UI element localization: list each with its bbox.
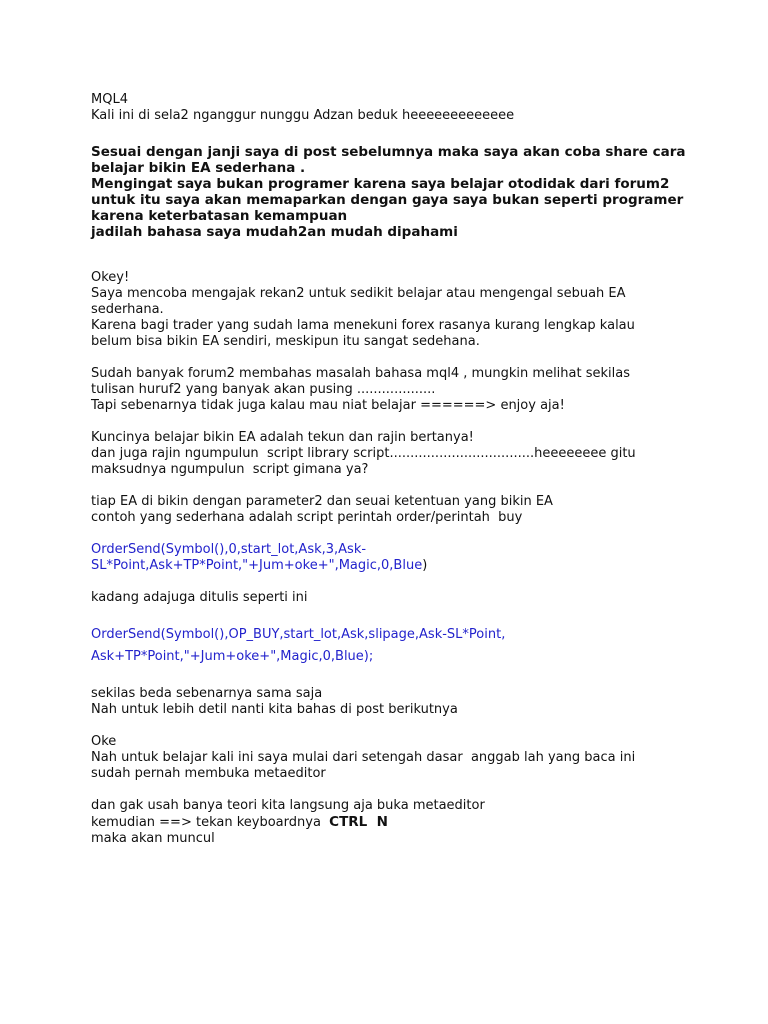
- paragraph-line: Okey!: [91, 270, 130, 285]
- code-line-2: [91, 558, 691, 574]
- paragraph-line: tulisan huruf2 yang banyak akan pusing ...................: [91, 382, 436, 397]
- paragraph-line: tiap EA di bikin dengan parameter2 dan seuai ketentuan yang bikin EA: [91, 494, 553, 509]
- paragraph-line: sederhana.: [91, 302, 164, 317]
- paragraph-sekilas: [91, 686, 691, 718]
- paragraph-line: sekilas beda sebenarnya sama saja: [91, 686, 323, 701]
- code-close-paren: ): [422, 558, 428, 573]
- keys-prefix: kemudian ==> tekan keyboardnya: [91, 815, 330, 830]
- intro-line: belajar bikin EA sederhana .: [91, 160, 306, 176]
- paragraph-line: Saya mencoba mengajak rekan2 untuk sedikit belajar atau mengengal sebuah EA: [91, 286, 626, 301]
- paragraph-line: Sudah banyak forum2 membahas masalah bahasa mql4 , mungkin melihat sekilas: [91, 366, 630, 381]
- paragraph-line: dan gak usah banya teori kita langsung aja buka metaeditor: [91, 798, 485, 813]
- paragraph-line: Tapi sebenarnya tidak juga kalau mau niat belajar ======> enjoy aja!: [91, 398, 565, 413]
- paragraph-line: maka akan muncul: [91, 831, 215, 846]
- intro-line: Mengingat saya bukan programer karena saya belajar otodidak dari forum2: [91, 176, 670, 192]
- keyboard-shortcut: CTRL N: [329, 814, 388, 830]
- paragraph-parameter: [91, 494, 691, 526]
- header-subtitle: Kali ini di sela2 nganggur nunggu Adzan beduk heeeeeeeeeeeee: [91, 108, 515, 123]
- intro-line: untuk itu saya akan memaparkan dengan gaya saya bukan seperti programer: [91, 192, 684, 208]
- code-line: OrderSend(Symbol(),OP_BUY,start_lot,Ask,slipage,Ask-SL*Point,: [91, 627, 506, 642]
- paragraph-line: Kuncinya belajar bikin EA adalah tekun dan rajin bertanya!: [91, 430, 474, 445]
- paragraph-line: contoh yang sederhana adalah script perintah order/perintah buy: [91, 510, 523, 525]
- paragraph-okey: [91, 270, 691, 350]
- paragraph-line: Oke: [91, 734, 117, 749]
- paragraph-line: Karena bagi trader yang sudah lama menekuni forex rasanya kurang lengkap kalau: [91, 318, 635, 333]
- intro-bold-block: [91, 144, 691, 240]
- document-page: [91, 92, 691, 847]
- code-line: OrderSend(Symbol(),0,start_lot,Ask,3,Ask-: [91, 542, 367, 557]
- header-title: MQL4: [91, 92, 128, 107]
- paragraph-line-keys: [91, 814, 691, 831]
- code-text: SL*Point,Ask+TP*Point,"+Jum+oke+",Magic,0,Blue: [91, 558, 423, 573]
- paragraph-forum: [91, 366, 691, 414]
- paragraph-line: Nah untuk belajar kali ini saya mulai dari setengah dasar anggab lah yang baca ini: [91, 750, 636, 765]
- intro-line: karena keterbatasan kemampuan: [91, 208, 348, 224]
- paragraph-kunci: [91, 430, 691, 478]
- paragraph-line: maksudnya ngumpulun script gimana ya?: [91, 462, 369, 477]
- paragraph-line: belum bisa bikin EA sendiri, meskipun itu sangat sedehana.: [91, 334, 480, 349]
- paragraph-line: Nah untuk lebih detil nanti kita bahas di post berikutnya: [91, 702, 458, 717]
- paragraph-metaeditor: [91, 798, 691, 847]
- code-block-ordersend-1: [91, 542, 691, 574]
- paragraph-line: sudah pernah membuka metaeditor: [91, 766, 326, 781]
- code-line: Ask+TP*Point,"+Jum+oke+",Magic,0,Blue);: [91, 649, 374, 664]
- paragraph-line: dan juga rajin ngumpulun script library script...................................heeeeeeee gitu: [91, 446, 636, 461]
- paragraph-kadang: kadang adajuga ditulis seperti ini: [91, 590, 308, 605]
- code-block-ordersend-2: [91, 624, 691, 668]
- paragraph-oke: [91, 734, 691, 782]
- intro-line: jadilah bahasa saya mudah2an mudah dipahami: [91, 224, 458, 240]
- intro-line: Sesuai dengan janji saya di post sebelumnya maka saya akan coba share cara: [91, 144, 686, 160]
